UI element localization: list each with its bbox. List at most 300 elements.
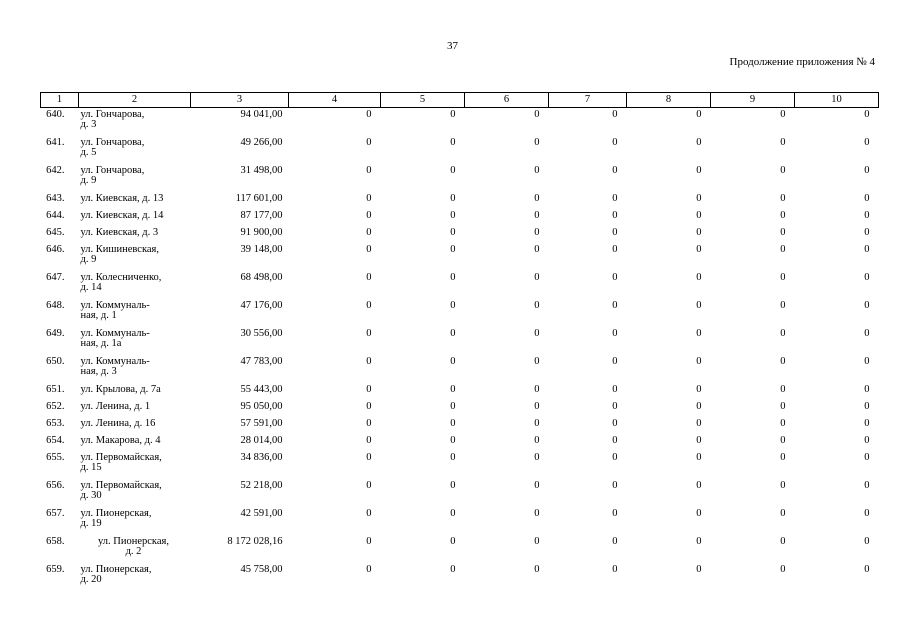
value-text: 0 <box>864 536 870 547</box>
row-number <box>41 479 79 507</box>
value-cell-col-4 <box>289 136 381 164</box>
value-cell-col-4 <box>289 535 381 563</box>
value-cell-col-7 <box>549 507 627 535</box>
value-cell-col-10 <box>795 271 879 299</box>
value-text: 0 <box>612 109 618 120</box>
value-cell-col-9 <box>711 327 795 355</box>
value-cell-col-5 <box>381 563 465 591</box>
value-cell-col-8 <box>627 192 711 209</box>
value-text: 0 <box>612 328 618 339</box>
amount-cell <box>191 136 289 164</box>
table-row <box>41 108 879 137</box>
row-number <box>41 226 79 243</box>
value-cell-col-7 <box>549 136 627 164</box>
value-cell-col-6 <box>465 209 549 226</box>
value-cell-col-5 <box>381 192 465 209</box>
row-number <box>41 108 79 137</box>
value-text: 0 <box>534 480 540 491</box>
value-text: 0 <box>450 210 456 221</box>
table-row <box>41 507 879 535</box>
row-number-text: 655. <box>46 452 65 463</box>
value-text: 0 <box>450 401 456 412</box>
value-text: 0 <box>534 227 540 238</box>
value-cell-col-8 <box>627 209 711 226</box>
value-text: 0 <box>864 480 870 491</box>
value-cell-col-4 <box>289 563 381 591</box>
address-cell <box>79 226 191 243</box>
value-text: 0 <box>696 227 702 238</box>
value-text: 0 <box>696 193 702 204</box>
table-row <box>41 434 879 451</box>
header-row <box>41 93 879 108</box>
value-cell-col-7 <box>549 434 627 451</box>
value-text: 0 <box>612 564 618 575</box>
table-row <box>41 192 879 209</box>
address-text: ул. Крылова, д. 7а <box>80 384 161 395</box>
value-text: 0 <box>366 452 372 463</box>
value-cell-col-9 <box>711 451 795 479</box>
value-text: 0 <box>864 300 870 311</box>
value-cell-col-5 <box>381 507 465 535</box>
value-text: 0 <box>450 508 456 519</box>
row-number-text: 648. <box>46 300 65 311</box>
value-text: 0 <box>864 227 870 238</box>
address-text: ул. Макарова, д. 4 <box>80 435 161 446</box>
amount-text: 8 172 028,16 <box>227 536 283 547</box>
value-text: 0 <box>864 109 870 120</box>
value-cell-col-6 <box>465 327 549 355</box>
value-text: 0 <box>780 109 786 120</box>
value-cell-col-10 <box>795 299 879 327</box>
value-cell-col-10 <box>795 383 879 400</box>
value-text: 0 <box>780 435 786 446</box>
amount-cell <box>191 271 289 299</box>
value-text: 0 <box>780 193 786 204</box>
value-cell-col-9 <box>711 164 795 192</box>
value-cell-col-6 <box>465 451 549 479</box>
value-text: 0 <box>864 165 870 176</box>
value-text: 0 <box>864 272 870 283</box>
value-text: 0 <box>864 418 870 429</box>
value-text: 0 <box>450 452 456 463</box>
value-text: 0 <box>366 356 372 367</box>
value-text: 0 <box>696 244 702 255</box>
amount-cell <box>191 535 289 563</box>
address-cell <box>79 136 191 164</box>
value-cell-col-8 <box>627 226 711 243</box>
address-cell <box>79 327 191 355</box>
row-number <box>41 400 79 417</box>
value-text: 0 <box>612 272 618 283</box>
value-cell-col-7 <box>549 563 627 591</box>
value-cell-col-5 <box>381 434 465 451</box>
row-number <box>41 563 79 591</box>
value-cell-col-10 <box>795 417 879 434</box>
column-header-5: 5 <box>381 93 465 108</box>
address-text: ул. Гончарова, д. 5 <box>80 137 145 158</box>
value-cell-col-8 <box>627 108 711 137</box>
amount-text: 117 601,00 <box>235 193 283 204</box>
value-text: 0 <box>612 401 618 412</box>
value-cell-col-9 <box>711 271 795 299</box>
address-cell <box>79 479 191 507</box>
value-cell-col-5 <box>381 479 465 507</box>
value-cell-col-8 <box>627 507 711 535</box>
table-row <box>41 226 879 243</box>
amount-cell <box>191 417 289 434</box>
address-cell <box>79 507 191 535</box>
value-text: 0 <box>696 165 702 176</box>
value-cell-col-9 <box>711 355 795 383</box>
value-cell-col-9 <box>711 535 795 563</box>
value-cell-col-10 <box>795 563 879 591</box>
table-body <box>41 108 879 592</box>
value-text: 0 <box>864 328 870 339</box>
amount-cell <box>191 164 289 192</box>
value-text: 0 <box>612 165 618 176</box>
value-text: 0 <box>864 384 870 395</box>
address-cell <box>79 243 191 271</box>
value-text: 0 <box>534 193 540 204</box>
amount-cell <box>191 299 289 327</box>
value-text: 0 <box>696 384 702 395</box>
value-cell-col-8 <box>627 136 711 164</box>
value-text: 0 <box>696 536 702 547</box>
value-cell-col-4 <box>289 164 381 192</box>
value-cell-col-4 <box>289 271 381 299</box>
row-number <box>41 243 79 271</box>
value-cell-col-7 <box>549 108 627 137</box>
table-row <box>41 563 879 591</box>
value-text: 0 <box>864 244 870 255</box>
row-number-text: 645. <box>46 227 65 238</box>
table-row <box>41 400 879 417</box>
value-text: 0 <box>534 564 540 575</box>
row-number <box>41 192 79 209</box>
value-text: 0 <box>534 508 540 519</box>
value-cell-col-4 <box>289 108 381 137</box>
appendix-note: Продолжение приложения № 4 <box>729 56 875 68</box>
value-text: 0 <box>366 193 372 204</box>
column-header-6: 6 <box>465 93 549 108</box>
value-cell-col-10 <box>795 355 879 383</box>
amount-cell <box>191 451 289 479</box>
value-text: 0 <box>366 564 372 575</box>
value-text: 0 <box>534 272 540 283</box>
value-text: 0 <box>534 452 540 463</box>
value-text: 0 <box>780 210 786 221</box>
value-cell-col-7 <box>549 417 627 434</box>
amount-text: 45 758,00 <box>240 564 283 575</box>
value-text: 0 <box>366 418 372 429</box>
value-cell-col-8 <box>627 164 711 192</box>
value-cell-col-5 <box>381 271 465 299</box>
value-text: 0 <box>864 137 870 148</box>
address-cell <box>79 164 191 192</box>
value-cell-col-5 <box>381 226 465 243</box>
value-cell-col-8 <box>627 434 711 451</box>
value-cell-col-7 <box>549 271 627 299</box>
value-text: 0 <box>696 508 702 519</box>
value-cell-col-9 <box>711 507 795 535</box>
row-number-text: 656. <box>46 480 65 491</box>
value-text: 0 <box>366 137 372 148</box>
amount-text: 30 556,00 <box>240 328 283 339</box>
address-cell <box>79 108 191 137</box>
amount-cell <box>191 327 289 355</box>
amount-text: 47 176,00 <box>240 300 283 311</box>
amount-text: 39 148,00 <box>240 244 283 255</box>
value-text: 0 <box>366 165 372 176</box>
value-cell-col-6 <box>465 355 549 383</box>
value-cell-col-7 <box>549 299 627 327</box>
column-header-4: 4 <box>289 93 381 108</box>
value-text: 0 <box>366 435 372 446</box>
address-cell <box>79 451 191 479</box>
amount-cell <box>191 563 289 591</box>
address-cell <box>79 383 191 400</box>
column-header-10: 10 <box>795 93 879 108</box>
value-text: 0 <box>864 435 870 446</box>
amount-text: 28 014,00 <box>240 435 283 446</box>
column-header-8: 8 <box>627 93 711 108</box>
amount-cell <box>191 383 289 400</box>
value-cell-col-10 <box>795 164 879 192</box>
value-text: 0 <box>780 165 786 176</box>
value-text: 0 <box>780 244 786 255</box>
value-text: 0 <box>450 384 456 395</box>
value-text: 0 <box>366 480 372 491</box>
value-text: 0 <box>450 272 456 283</box>
table-row <box>41 535 879 563</box>
value-cell-col-9 <box>711 479 795 507</box>
value-cell-col-10 <box>795 507 879 535</box>
value-text: 0 <box>534 300 540 311</box>
row-number <box>41 271 79 299</box>
amount-text: 95 050,00 <box>240 401 283 412</box>
row-number-text: 650. <box>46 356 65 367</box>
value-cell-col-8 <box>627 299 711 327</box>
value-cell-col-6 <box>465 243 549 271</box>
table-row <box>41 417 879 434</box>
row-number-text: 657. <box>46 508 65 519</box>
table-row <box>41 383 879 400</box>
value-text: 0 <box>450 356 456 367</box>
value-text: 0 <box>696 210 702 221</box>
amount-text: 49 266,00 <box>240 137 283 148</box>
amount-text: 47 783,00 <box>240 356 283 367</box>
value-text: 0 <box>864 508 870 519</box>
column-header-9: 9 <box>711 93 795 108</box>
value-cell-col-6 <box>465 299 549 327</box>
address-cell <box>79 299 191 327</box>
row-number <box>41 299 79 327</box>
amount-cell <box>191 243 289 271</box>
value-text: 0 <box>366 508 372 519</box>
value-cell-col-9 <box>711 434 795 451</box>
address-cell <box>79 535 191 563</box>
table-row <box>41 299 879 327</box>
value-cell-col-10 <box>795 451 879 479</box>
value-text: 0 <box>366 401 372 412</box>
value-cell-col-5 <box>381 136 465 164</box>
value-text: 0 <box>696 137 702 148</box>
value-text: 0 <box>450 536 456 547</box>
address-text: ул. Коммуналь- ная, д. 1 <box>80 300 150 321</box>
table-row <box>41 327 879 355</box>
row-number-text: 649. <box>46 328 65 339</box>
value-text: 0 <box>450 244 456 255</box>
value-cell-col-8 <box>627 327 711 355</box>
value-cell-col-5 <box>381 383 465 400</box>
value-cell-col-4 <box>289 417 381 434</box>
table-row <box>41 355 879 383</box>
value-cell-col-5 <box>381 243 465 271</box>
row-number-text: 651. <box>46 384 65 395</box>
address-text: ул. Гончарова, д. 3 <box>80 109 145 130</box>
amount-cell <box>191 400 289 417</box>
value-text: 0 <box>612 418 618 429</box>
address-text: ул. Пионерская, д. 2 <box>98 536 169 557</box>
value-cell-col-7 <box>549 451 627 479</box>
row-number <box>41 434 79 451</box>
value-text: 0 <box>534 401 540 412</box>
column-header-2: 2 <box>79 93 191 108</box>
value-cell-col-8 <box>627 383 711 400</box>
value-cell-col-7 <box>549 209 627 226</box>
column-header-7: 7 <box>549 93 627 108</box>
row-number <box>41 164 79 192</box>
address-cell <box>79 192 191 209</box>
value-cell-col-10 <box>795 400 879 417</box>
value-text: 0 <box>780 401 786 412</box>
value-cell-col-10 <box>795 226 879 243</box>
value-text: 0 <box>864 564 870 575</box>
value-cell-col-8 <box>627 563 711 591</box>
value-cell-col-5 <box>381 355 465 383</box>
address-cell <box>79 400 191 417</box>
table-row <box>41 209 879 226</box>
row-number <box>41 383 79 400</box>
value-cell-col-9 <box>711 226 795 243</box>
value-cell-col-8 <box>627 271 711 299</box>
value-text: 0 <box>780 227 786 238</box>
value-cell-col-6 <box>465 400 549 417</box>
value-text: 0 <box>534 384 540 395</box>
amount-text: 52 218,00 <box>240 480 283 491</box>
address-text: ул. Ленина, д. 16 <box>80 418 156 429</box>
value-cell-col-8 <box>627 417 711 434</box>
amount-text: 42 591,00 <box>240 508 283 519</box>
row-number-text: 658. <box>46 536 65 547</box>
table-row <box>41 136 879 164</box>
value-text: 0 <box>612 384 618 395</box>
row-number <box>41 507 79 535</box>
value-text: 0 <box>696 109 702 120</box>
value-text: 0 <box>366 210 372 221</box>
value-text: 0 <box>612 536 618 547</box>
value-text: 0 <box>366 244 372 255</box>
value-cell-col-7 <box>549 327 627 355</box>
value-text: 0 <box>696 356 702 367</box>
value-text: 0 <box>780 356 786 367</box>
value-text: 0 <box>780 384 786 395</box>
value-text: 0 <box>612 227 618 238</box>
address-text: ул. Колесниченко, д. 14 <box>80 272 162 293</box>
value-cell-col-9 <box>711 563 795 591</box>
value-cell-col-6 <box>465 271 549 299</box>
value-cell-col-5 <box>381 417 465 434</box>
value-text: 0 <box>366 109 372 120</box>
value-text: 0 <box>612 193 618 204</box>
amount-text: 94 041,00 <box>240 109 283 120</box>
table-row <box>41 271 879 299</box>
value-text: 0 <box>450 564 456 575</box>
address-text: ул. Пионерская, д. 20 <box>80 564 152 585</box>
value-cell-col-7 <box>549 479 627 507</box>
value-text: 0 <box>366 536 372 547</box>
value-cell-col-6 <box>465 108 549 137</box>
value-text: 0 <box>612 480 618 491</box>
column-header-3: 3 <box>191 93 289 108</box>
value-cell-col-7 <box>549 164 627 192</box>
value-cell-col-9 <box>711 299 795 327</box>
address-text: ул. Коммуналь- ная, д. 3 <box>80 356 150 377</box>
address-cell <box>79 355 191 383</box>
value-text: 0 <box>612 137 618 148</box>
value-cell-col-4 <box>289 434 381 451</box>
address-text: ул. Кишиневская, д. 9 <box>80 244 159 265</box>
value-cell-col-4 <box>289 383 381 400</box>
value-text: 0 <box>696 272 702 283</box>
value-text: 0 <box>534 328 540 339</box>
address-cell <box>79 209 191 226</box>
value-cell-col-5 <box>381 108 465 137</box>
value-cell-col-5 <box>381 299 465 327</box>
amount-text: 57 591,00 <box>240 418 283 429</box>
table-row <box>41 243 879 271</box>
amount-text: 31 498,00 <box>240 165 283 176</box>
value-cell-col-10 <box>795 327 879 355</box>
value-cell-col-7 <box>549 192 627 209</box>
value-text: 0 <box>534 210 540 221</box>
value-cell-col-10 <box>795 479 879 507</box>
value-text: 0 <box>780 137 786 148</box>
value-text: 0 <box>366 272 372 283</box>
value-cell-col-7 <box>549 383 627 400</box>
row-number <box>41 417 79 434</box>
value-text: 0 <box>612 244 618 255</box>
value-text: 0 <box>450 109 456 120</box>
value-cell-col-5 <box>381 451 465 479</box>
address-text: ул. Первомайская, д. 30 <box>80 480 162 501</box>
value-cell-col-7 <box>549 400 627 417</box>
value-cell-col-4 <box>289 243 381 271</box>
value-text: 0 <box>780 272 786 283</box>
value-cell-col-6 <box>465 164 549 192</box>
value-cell-col-9 <box>711 417 795 434</box>
value-text: 0 <box>780 480 786 491</box>
value-cell-col-4 <box>289 209 381 226</box>
value-text: 0 <box>864 193 870 204</box>
value-text: 0 <box>780 418 786 429</box>
value-text: 0 <box>612 210 618 221</box>
value-cell-col-5 <box>381 164 465 192</box>
value-cell-col-9 <box>711 383 795 400</box>
row-number-text: 647. <box>46 272 65 283</box>
page-number: 37 <box>447 40 458 52</box>
value-cell-col-10 <box>795 243 879 271</box>
